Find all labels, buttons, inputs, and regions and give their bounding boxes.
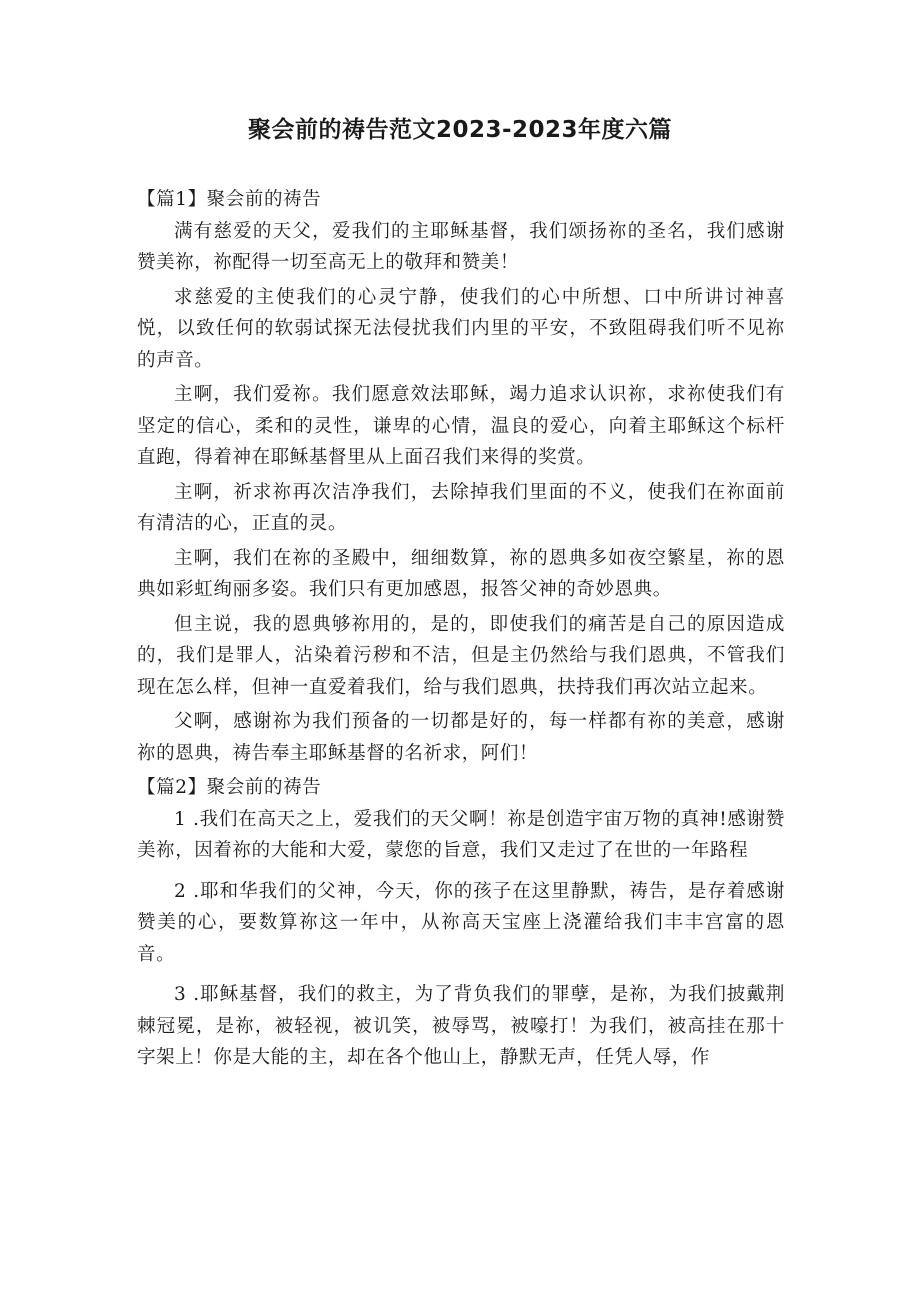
numbered-paragraph: 2 .耶和华我们的父神，今天，你的孩子在这里静默，祷告，是存着感谢赞美的心，要数算祢这一年中，从祢高天宝座上浇灌给我们丰丰宫富的恩音。 xyxy=(137,880,785,965)
document-title: 聚会前的祷告范文2023-2023年度六篇 xyxy=(247,117,673,143)
section-heading-1: 【篇1】聚会前的祷告 xyxy=(137,189,322,210)
paragraph: 求慈爱的主使我们的心灵宁静，使我们的心中所想、口中所讲讨神喜悦，以致任何的软弱试探无法侵扰我们内里的平安，不致阻碍我们听不见祢的声音。 xyxy=(137,286,785,371)
paragraph: 主啊，我们在祢的圣殿中，细细数算，祢的恩典多如夜空繁星，祢的恩典如彩虹绚丽多姿。我们只有更加感恩，报答父神的奇妙恩典。 xyxy=(137,547,785,600)
paragraph: 但主说，我的恩典够祢用的，是的，即使我们的痛苦是自己的原因造成的，我们是罪人，沾染着污秽和不洁，但是主仍然给与我们恩典，不管我们现在怎么样，但神一直爱着我们，给与我们恩典，扶持我们再次站立起来。 xyxy=(137,613,785,698)
numbered-paragraph: 1 .我们在高天之上，爱我们的天父啊！祢是创造宇宙万物的真神!感谢赞美祢，因着祢的大能和大爱，蒙您的旨意，我们又走过了在世的一年路程 xyxy=(137,808,785,861)
paragraph: 主啊，我们爱祢。我们愿意效法耶稣，竭力追求认识祢，求祢使我们有坚定的信心，柔和的灵性，谦卑的心情，温良的爱心，向着主耶稣这个标杆直跑，得着神在耶稣基督里从上面召我们来得的奖赏。 xyxy=(137,384,785,468)
document-body xyxy=(137,184,785,1083)
paragraph: 主啊，祈求祢再次洁净我们，去除掉我们里面的不义，使我们在祢面前有清洁的心，正直的灵。 xyxy=(137,481,785,534)
section-heading-2: 【篇2】聚会前的祷告 xyxy=(137,777,322,798)
paragraph: 满有慈爱的天父，爱我们的主耶稣基督，我们颂扬祢的圣名，我们感谢赞美祢，祢配得一切至高无上的敬拜和赞美！ xyxy=(137,220,785,273)
paragraph: 父啊，感谢祢为我们预备的一切都是好的，每一样都有祢的美意，感谢祢的恩典，祷告奉主耶稣基督的名祈求，阿们！ xyxy=(137,711,785,764)
numbered-paragraph: 3 .耶稣基督，我们的救主，为了背负我们的罪孽，是祢，为我们披戴荆棘冠冕，是祢，被轻视，被讥笑，被辱骂，被嚎打！为我们，被高挂在那十字架上！你是大能的主，却在各个他山上，静默无声，任凭人辱，作 xyxy=(137,984,785,1068)
